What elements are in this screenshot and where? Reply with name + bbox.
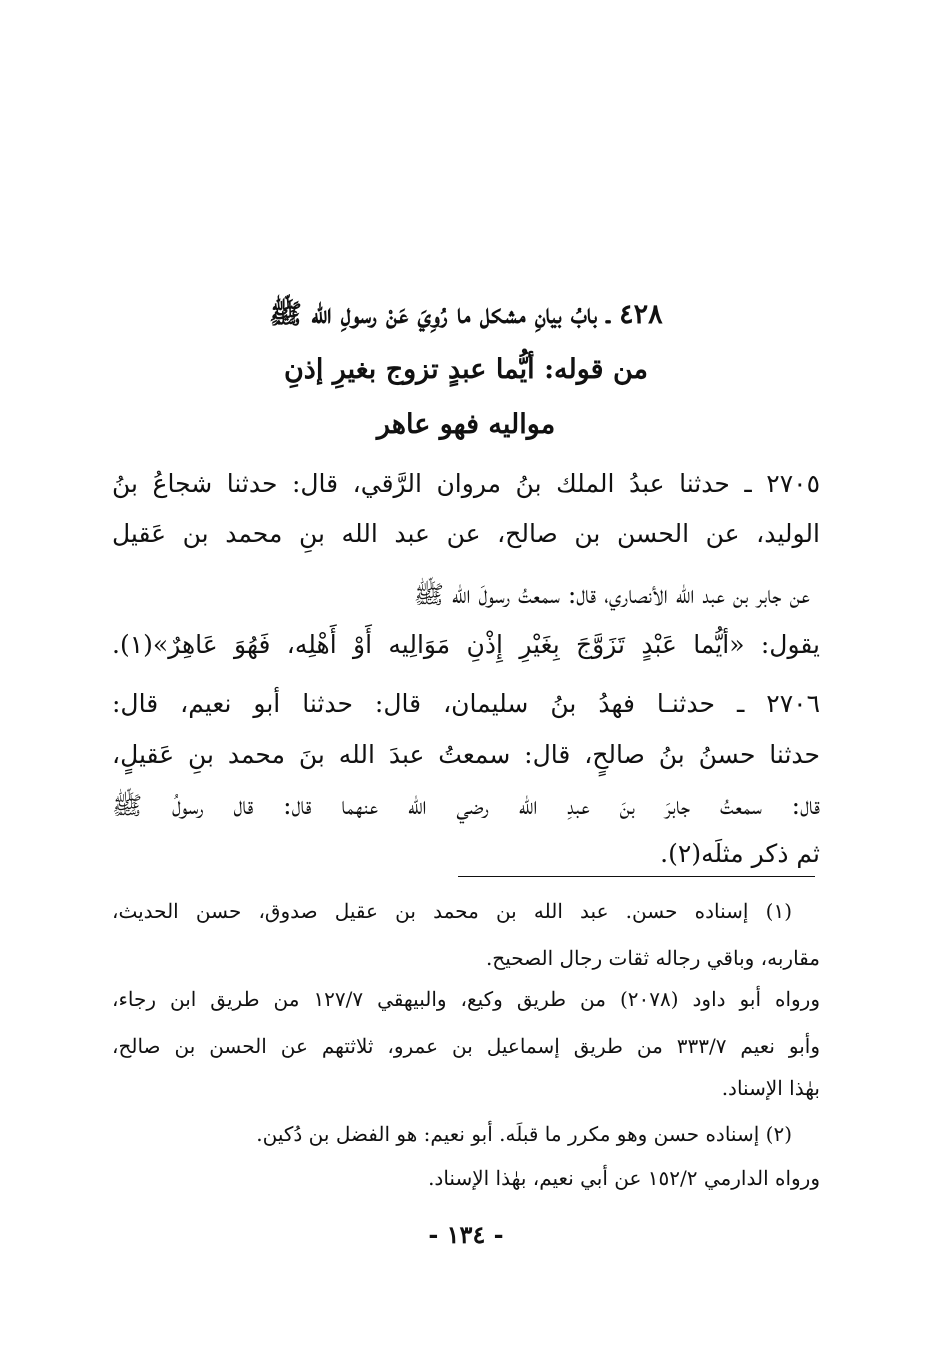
footnote-separator <box>458 876 815 877</box>
footnote-1-line-2: مقاربه، وباقي رجاله ثقات رجال الصحيح. <box>485 946 820 970</box>
footnote-1-line-5: بهٰذا الإسناد. <box>721 1076 820 1100</box>
hadith-2706-line-1: ٢٧٠٦ ـ حدثنـا فهدُ بنُ سليمان، قال: حدثنا أبو نعيم، قال: <box>112 689 820 718</box>
hadith-2706-line-4: ثم ذكر مثلَه(٢). <box>660 839 820 868</box>
page-number: - ١٣٤ - <box>428 1220 504 1249</box>
hadith-2705-line-1: ٢٧٠٥ ـ حدثنا عبدُ الملك بنُ مروان الرَّقي، قال: حدثنا شجاعُ بنُ <box>112 469 820 498</box>
chapter-subtitle-line-2: مواليه فهو عاهر <box>376 409 556 440</box>
hadith-2705-line-3: عن جابر بن عبد الله الأنصاري، قال: سمعتُ رسولَ الله ﷺ <box>413 580 810 609</box>
footnote-1-line-1: (١) إسناده حسن. عبد الله بن محمد بن عقيل صدوق، حسن الحديث، <box>112 899 792 923</box>
footnote-2-line-2: ورواه الدارمي ١٥٢/٢ عن أبي نعيم، بهٰذا الإسناد. <box>428 1166 820 1190</box>
hadith-2706-line-2: حدثنا حسنُ بنُ صالحٍ، قال: سمعتُ عبدَ الله بنَ محمد بنِ عَقيلٍ، <box>112 740 820 769</box>
chapter-title: ٤٢٨ ـ بابُ بيانِ مشكل ما رُوِيَ عَنْ رسولِ الله ﷺ <box>269 299 663 330</box>
hadith-2705-line-2: الوليد، عن الحسن بن صالح، عن عبد الله بنِ محمد بن عَقيل <box>112 519 820 548</box>
hadith-2706-line-3: قال: سمعتُ جابرَ بنَ عبدِ الله رضي الله عنهما قال: قال رسولُ ﷺ <box>112 791 820 820</box>
footnote-1-line-4: وأبو نعيم ٣٣٣/٧ من طريق إسماعيل بن عمرو، ثلاثتهم عن الحسن بن صالح، <box>112 1034 820 1058</box>
footnote-1-line-3: ورواه أبو داود (٢٠٧٨) من طريق وكيع، والبيهقي ١٢٧/٧ من طريق ابن رجاء، <box>112 987 821 1011</box>
chapter-subtitle-line-1: من قوله: أيُّما عبدٍ تزوج بغيرِ إذنِ <box>283 354 649 385</box>
footnote-2-line-1: (٢) إسناده حسن وهو مكرر ما قبلَه. أبو نعيم: هو الفضل بن دُكين. <box>256 1122 792 1146</box>
hadith-2705-line-4: يقول: «أيُّما عَبْدٍ تَزَوَّجَ بِغَيْرِ إِذْنِ مَوَالِيه أَوْ أَهْلِه، فَهُوَ عَاهِرٌ»(١). <box>112 630 820 659</box>
